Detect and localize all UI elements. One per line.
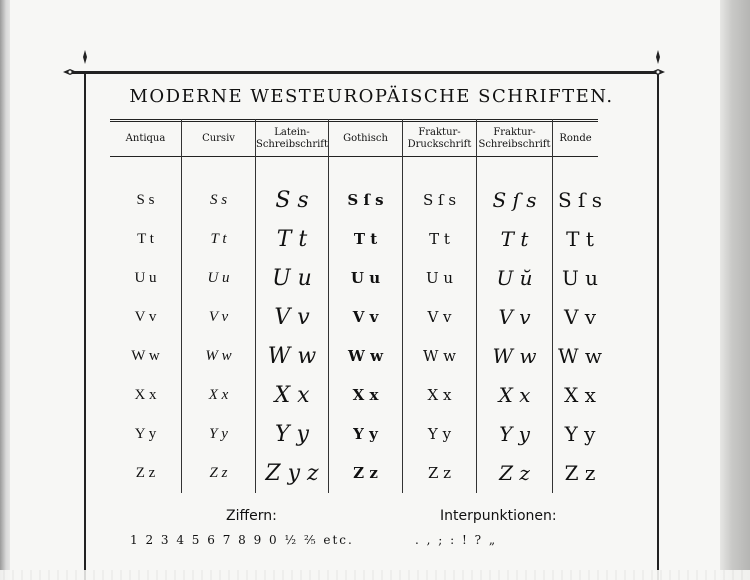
cell-fraktur-schreib: Y y <box>499 422 530 446</box>
cell-ronde: U u <box>561 266 599 290</box>
cell-fraktur-schreib: T t <box>500 227 529 251</box>
cell-antiqua: T t <box>137 230 154 247</box>
torn-page-edge <box>0 570 750 580</box>
interpunktionen-label: Interpunktionen: <box>440 508 557 524</box>
cell-gothisch: T t <box>353 230 378 248</box>
cell-gothisch: U u <box>350 269 381 287</box>
cell-antiqua: S s <box>136 191 155 208</box>
cell-cursiv: W w <box>205 347 232 364</box>
cell-ronde: Y y <box>564 422 596 446</box>
cell-cursiv: T t <box>210 230 227 247</box>
cell-fraktur-schreib: V v <box>498 305 531 329</box>
interpunktionen-row: . , ; : ! ? „ <box>415 533 498 547</box>
corner-ornament-right-icon <box>651 65 665 79</box>
cell-latein: X x <box>274 382 310 408</box>
frame-top-rule <box>70 71 660 74</box>
cell-fraktur: U u <box>425 269 454 287</box>
cell-latein: V v <box>274 304 310 330</box>
cell-gothisch: X x <box>352 386 379 404</box>
ziffern-label: Ziffern: <box>226 508 277 524</box>
cell-gothisch: Y y <box>353 425 378 443</box>
cell-latein: W w <box>267 343 317 369</box>
cell-ronde: Z z <box>564 461 596 485</box>
header-cursiv: Cursiv <box>202 133 235 144</box>
cell-latein: U u <box>272 265 312 291</box>
cell-cursiv: X x <box>208 386 229 403</box>
header-fraktur-druckschrift: Fraktur- Druckschrift <box>407 127 472 150</box>
page-title: MODERNE WESTEUROPÄISCHE SCHRIFTEN. <box>129 86 614 107</box>
cell-fraktur: T t <box>429 230 450 248</box>
cell-antiqua: V v <box>134 308 157 325</box>
cell-cursiv: Z z <box>209 464 228 481</box>
cell-cursiv: U u <box>207 269 230 286</box>
cell-fraktur: Z z <box>427 464 452 482</box>
cell-gothisch: W w <box>348 347 383 365</box>
header-antiqua: Antiqua <box>125 133 166 144</box>
table-top-rule <box>110 119 598 120</box>
cell-antiqua: Y y <box>134 425 157 442</box>
corner-ornament-left-icon <box>63 65 77 79</box>
cell-fraktur-schreib: Z z <box>499 461 530 485</box>
cell-fraktur-schreib: U ŭ <box>496 266 533 290</box>
cell-latein: T t <box>276 226 308 252</box>
cell-fraktur: X x <box>427 386 452 404</box>
cell-latein: S s <box>275 187 309 213</box>
cell-antiqua: W w <box>131 347 160 364</box>
cell-ronde: W w <box>557 344 603 368</box>
cell-cursiv: V v <box>208 308 229 325</box>
cell-latein: Y y <box>275 421 309 447</box>
cell-fraktur: S ſ s <box>422 191 457 209</box>
cell-latein: Z y z <box>265 460 319 486</box>
frame-right-rule <box>657 71 659 580</box>
frame-left-rule <box>84 71 86 580</box>
cell-antiqua: Z z <box>135 464 156 481</box>
cell-fraktur-schreib: S ſ s <box>492 188 537 212</box>
header-gothisch: Gothisch <box>343 133 388 144</box>
cell-ronde: T t <box>566 227 594 251</box>
finial-right-icon <box>651 50 665 64</box>
header-fraktur-schreibschrift: Fraktur- Schreibschrift <box>478 127 551 150</box>
cell-cursiv: S s <box>209 191 228 208</box>
cell-gothisch: S ſ s <box>347 191 384 209</box>
cell-fraktur: Y y <box>427 425 452 443</box>
cell-ronde: V v <box>563 305 597 329</box>
page-edge-shadow <box>720 0 750 580</box>
table-header-rule <box>110 156 598 157</box>
ziffern-row: 1 2 3 4 5 6 7 8 9 0 ½ ⅖ etc. <box>130 533 354 547</box>
cell-ronde: S ſ s <box>557 188 603 212</box>
cell-cursiv: Y y <box>209 425 228 442</box>
cell-fraktur-schreib: X x <box>498 383 531 407</box>
cell-fraktur: W w <box>422 347 457 365</box>
header-latein-schreibschrift: Latein- Schreibschrift <box>255 127 329 150</box>
cell-gothisch: V v <box>352 308 379 326</box>
cell-antiqua: X x <box>134 386 157 403</box>
cell-fraktur-schreib: W w <box>492 344 537 368</box>
finial-left-icon <box>78 50 92 64</box>
cell-ronde: X x <box>564 383 596 407</box>
cell-antiqua: U u <box>134 269 157 286</box>
cell-fraktur: V v <box>427 308 452 326</box>
header-ronde: Ronde <box>559 133 592 144</box>
cell-gothisch: Z z <box>353 464 378 482</box>
